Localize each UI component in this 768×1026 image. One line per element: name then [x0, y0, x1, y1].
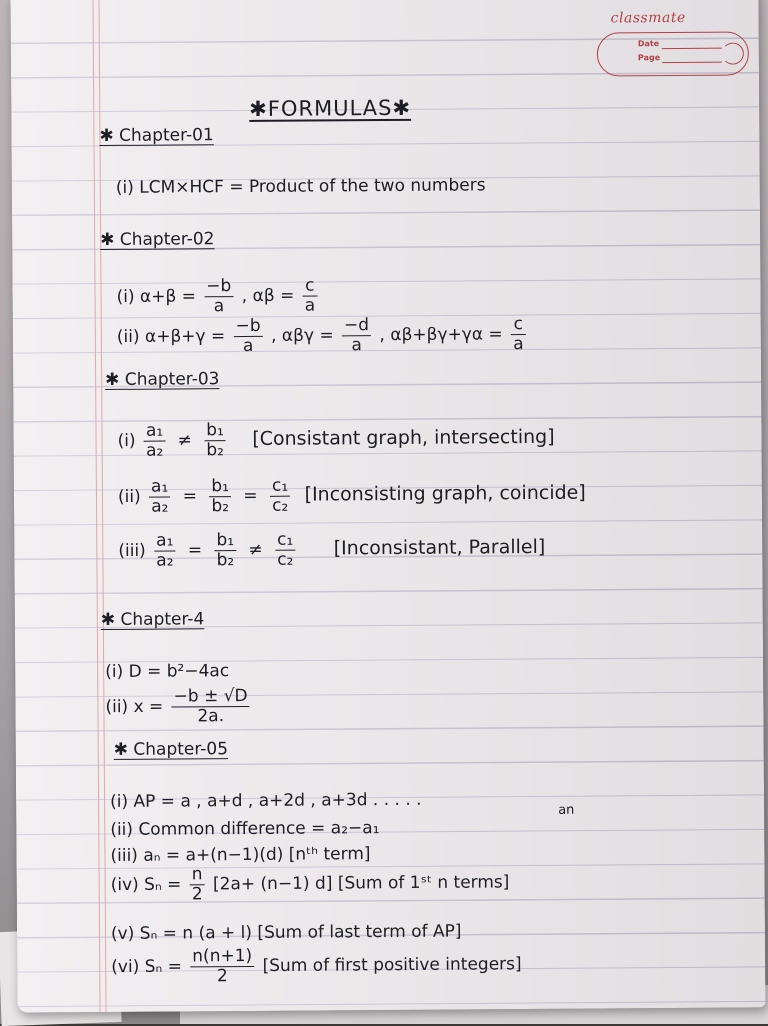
ch5-l4-num: n	[190, 865, 205, 885]
chapter-05-line-2: (ii) Common difference = a₂−a₁	[110, 818, 380, 840]
chapter-05-line-1-end: an	[558, 802, 575, 818]
ch2-l2-f1-num: −b	[233, 317, 262, 337]
ch2-l2-f2-num: −d	[342, 316, 371, 336]
fraction	[190, 947, 254, 986]
ch4-l2-num: −b ± √D	[172, 687, 250, 707]
ch2-l2-f2-den: a	[351, 334, 362, 355]
ch3-r3-op1: =	[187, 540, 203, 561]
fraction	[214, 531, 236, 570]
ch3-r3-a: a₁	[154, 531, 175, 551]
chapter-05-heading: ✱ Chapter-05	[113, 739, 229, 760]
date-line	[662, 48, 722, 49]
chapter-05-line-5: (v) Sₙ = n (a + l) [Sum of last term of AP]	[110, 921, 462, 944]
date-label: Date	[637, 39, 660, 49]
ch3-r1-op1: ≠	[177, 430, 192, 451]
chapter-03-row-2	[118, 475, 586, 517]
ch2-l1-f2-num: c	[303, 276, 318, 296]
fraction	[190, 865, 205, 903]
fraction	[303, 276, 318, 314]
chapter-4-heading: ✱ Chapter-4	[100, 609, 205, 631]
ch3-r1-b: b₁	[204, 421, 226, 441]
fraction	[511, 315, 526, 353]
fraction	[144, 422, 166, 461]
chapter-4-line-2	[105, 687, 253, 726]
fraction	[270, 477, 290, 516]
ch3-r1-note: [Consistant graph, intersecting]	[252, 426, 555, 451]
ch3-r2-op2: =	[243, 486, 258, 507]
ch3-r2-a: a₁	[149, 478, 170, 498]
chapter-01-heading: ✱ Chapter-01	[99, 125, 214, 147]
date-page-box	[597, 31, 749, 76]
ch5-l6-num: n(n+1)	[190, 947, 254, 967]
chapter-05-line-6	[111, 945, 522, 986]
chapter-05-line-1: (i) AP = a , a+d , a+2d , a+3d . . . . .	[110, 789, 422, 812]
chapter-02-heading: ✱ Chapter-02	[100, 229, 215, 251]
ch3-r1-b2: b₂	[206, 439, 225, 460]
chapter-05-line-4	[111, 863, 510, 904]
ch3-r3-b2: b₂	[216, 549, 235, 570]
chapter-01-line-1: (i) LCM×HCF = Product of the two numbers	[115, 175, 486, 198]
page-title: ✱FORMULAS✱	[249, 95, 412, 121]
ch3-r1-a2: a₂	[145, 440, 164, 461]
fraction	[154, 531, 176, 570]
ch2-l2-mid1: , αβγ =	[271, 325, 334, 346]
ch3-r2-label: (ii)	[117, 486, 141, 508]
ch2-l2-mid2: , αβ+βγ+γα =	[379, 324, 503, 346]
fraction	[204, 277, 233, 316]
ch3-r3-b: b₁	[214, 531, 236, 551]
ch2-l1-f1-num: −b	[204, 277, 233, 297]
fraction	[275, 531, 295, 570]
ch3-r2-b: b₁	[209, 477, 231, 497]
ch3-r1-label: (i)	[117, 430, 136, 452]
ch3-r3-c2: c₂	[277, 549, 294, 570]
fraction	[209, 477, 231, 516]
ch3-r2-note: [Inconsisting graph, coincide]	[304, 481, 586, 506]
ch2-l1-mid: , αβ =	[241, 285, 295, 307]
ch3-r2-a2: a₂	[151, 496, 169, 517]
ch3-r3-label: (iii)	[118, 540, 146, 562]
page-label: Page	[637, 53, 661, 63]
ch2-l1-f2-den: a	[304, 295, 316, 316]
ch3-r3-note: [Inconsistant, Parallel]	[333, 536, 546, 560]
ch2-l2-prefix: (ii) α+β+γ =	[116, 326, 226, 348]
fraction	[204, 421, 226, 460]
page-line	[662, 62, 722, 63]
ch3-r1-a: a₁	[144, 422, 165, 442]
chapter-4-line-1: (i) D = b²−4ac	[105, 661, 230, 682]
ch5-l4-prefix: (iv) Sₙ =	[110, 874, 182, 896]
ch3-r2-op1: =	[182, 486, 198, 507]
ch5-l4-suffix: [2a+ (n−1) d] [Sum of 1ˢᵗ n terms]	[212, 872, 510, 895]
ch3-r2-c2: c₂	[272, 495, 289, 516]
ch2-l2-f1-den: a	[242, 335, 254, 356]
chapter-03-heading: ✱ Chapter-03	[105, 369, 220, 390]
ch2-l1-f1-den: a	[213, 295, 225, 316]
notebook-page	[10, 0, 765, 1013]
chapter-03-row-1	[117, 419, 554, 460]
ch4-l2-prefix: (ii) x =	[105, 696, 164, 718]
ch3-r3-op2: ≠	[248, 540, 263, 561]
ch5-l4-den: 2	[191, 883, 203, 905]
fraction	[172, 687, 250, 726]
chapter-05-line-3: (iii) aₙ = a+(n−1)(d) [nᵗʰ term]	[110, 844, 371, 866]
fraction	[233, 317, 262, 356]
fraction	[342, 316, 371, 355]
logo-swirl-icon	[722, 43, 744, 65]
chapter-02-line-1	[116, 276, 320, 316]
ch3-r2-b2: b₂	[211, 495, 230, 516]
ch3-r3-c: c₁	[275, 531, 295, 551]
ch2-l1-prefix: (i) α+β =	[116, 286, 196, 308]
brand-logo: classmate	[610, 9, 686, 27]
ch5-l6-suffix: [Sum of first positive integers]	[262, 954, 522, 977]
ch2-l2-f3-num: c	[511, 315, 526, 335]
ch3-r3-a2: a₂	[156, 550, 174, 571]
ch5-l6-den: 2	[216, 965, 228, 986]
fraction	[149, 478, 171, 517]
chapter-02-line-2	[117, 315, 529, 356]
ch4-l2-den: 2a.	[197, 705, 225, 727]
ch2-l2-f3-den: a	[513, 333, 524, 354]
ch3-r2-c: c₁	[270, 477, 290, 497]
ch5-l6-prefix: (vi) Sₙ =	[111, 956, 182, 978]
chapter-03-row-3	[118, 529, 545, 570]
